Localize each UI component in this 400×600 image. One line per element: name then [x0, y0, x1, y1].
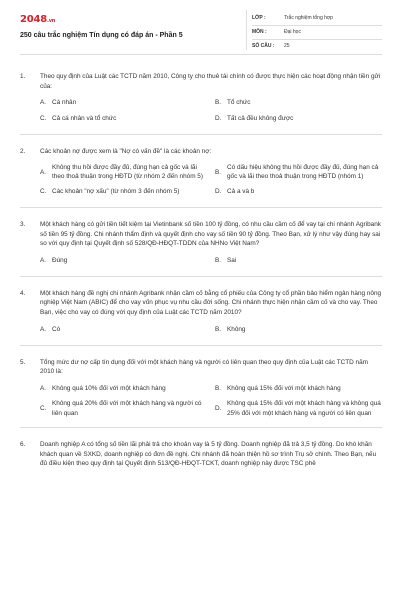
option-text: Tất cả đều không được: [227, 115, 294, 123]
option-a[interactable]: [40, 163, 207, 182]
question-text: Một khách hàng đề nghị chi nhánh Agribank nhận cầm cố bằng cổ phiếu của Công ty cổ phần bảo hiểm ngân hàng nông nghiệp Việt Nam (ABIC) để cho vay vốn phục vụ nhu cầu đời sống. Chi nhánh thực hiện nhận cầm cố và cho vay. Theo Bạn, việc cho vay có đúng với quy định của Luật các TCTD năm 2010?: [40, 289, 382, 317]
option-text: Không quá 20% đối với một khách hàng và người có liên quan: [52, 399, 202, 417]
question-4: [20, 289, 382, 336]
document-header: [0, 0, 400, 50]
meta-key: LỚP :: [252, 14, 266, 21]
question-5: [20, 358, 382, 418]
option-letter: C.: [40, 115, 47, 123]
meta-value: Đại học: [284, 28, 301, 35]
option-text: Sai: [227, 257, 237, 265]
meta-table: [252, 12, 382, 53]
question-number: 6.: [20, 441, 26, 449]
option-text: Đúng: [52, 257, 68, 265]
meta-row-subject: [252, 26, 382, 40]
header-divider: [20, 54, 382, 55]
option-letter: C.: [40, 188, 47, 196]
meta-value: 25: [284, 42, 290, 49]
question-text: Một khách hàng có gửi tiền tiết kiệm tại Vietinbank số tiền 100 tỷ đồng, có nhu cầu cầm cố để vay tại chi nhánh Agribank số tiền 95 tỷ đồng. Chi nhánh thẩm định và quyết định cho vay số tiền 90 tỷ đồng. Theo Bạn, xử lý như vậy đúng hay sai so với quy định tại Quyết định số 528/QĐ-HĐQT-TDDN của NHNo Việt Nam?: [40, 221, 381, 248]
option-text: Không quá 15% đối với một khách hàng: [227, 385, 341, 393]
option-c[interactable]: [40, 186, 207, 198]
option-c[interactable]: [40, 113, 207, 125]
option-text: Cá nhân: [52, 99, 77, 107]
option-c[interactable]: [40, 399, 207, 418]
option-letter: A.: [40, 325, 47, 333]
option-letter: B.: [215, 168, 222, 176]
option-letter: C.: [40, 404, 47, 412]
option-letter: A.: [40, 257, 47, 265]
meta-row-class: [252, 12, 382, 26]
meta-key: MÔN :: [252, 28, 267, 35]
option-a[interactable]: [40, 383, 207, 395]
option-letter: A.: [40, 99, 47, 107]
option-letter: A.: [40, 385, 47, 393]
question-3: [20, 220, 382, 267]
option-letter: D.: [215, 188, 222, 196]
question-number: 2.: [20, 148, 26, 156]
question-1: [20, 72, 382, 125]
option-letter: B.: [215, 257, 222, 265]
question-number: 5.: [20, 358, 26, 366]
option-a[interactable]: [40, 324, 207, 336]
question-6: [20, 440, 382, 469]
option-letter: D.: [215, 115, 222, 123]
option-text: Không: [227, 325, 246, 333]
question-divider: [20, 427, 382, 428]
question-text: Theo quy định của Luật các TCTD năm 2010, Công ty cho thuê tài chính có được thực hiện các hoạt động nhận tiền gửi của:: [40, 73, 381, 90]
option-letter: A.: [40, 168, 47, 176]
option-b[interactable]: [215, 97, 382, 109]
option-text: Không thu hồi được đầy đủ, đúng hạn cả gốc và lãi theo thoả thuận trong HĐTD (từ nhóm 2 đến nhóm 5): [52, 163, 203, 181]
option-text: Không quá 10% đối với một khách hàng: [52, 385, 166, 393]
option-a[interactable]: [40, 97, 207, 109]
document-title: 250 câu trắc nghiệm Tín dụng có đáp án - Phần 5: [20, 32, 183, 39]
meta-value: Trắc nghiệm tổng hợp: [284, 14, 333, 21]
question-list: [20, 72, 382, 469]
option-a[interactable]: [40, 255, 207, 267]
logo-main: 2048: [20, 14, 48, 25]
option-letter: B.: [215, 99, 222, 107]
question-number: 1.: [20, 73, 26, 80]
option-letter: B.: [215, 325, 222, 333]
site-logo[interactable]: [20, 12, 55, 27]
question-number: 3.: [20, 221, 26, 229]
option-b[interactable]: [215, 255, 382, 267]
option-text: Có: [52, 325, 61, 333]
question-2: [20, 147, 382, 198]
option-text: Cả cá nhân và tổ chức: [52, 115, 117, 123]
question-divider: [20, 207, 382, 208]
option-text: Cả a và b: [227, 188, 255, 196]
meta-row-count: [252, 40, 382, 53]
option-text: Tổ chức: [227, 99, 251, 107]
logo-suffix: .vn: [47, 18, 56, 24]
option-b[interactable]: [215, 324, 382, 336]
question-divider: [20, 345, 382, 346]
question-divider: [20, 134, 382, 135]
option-letter: B.: [215, 385, 222, 393]
option-d[interactable]: [215, 399, 382, 418]
question-divider: [20, 276, 382, 277]
question-text: Các khoản nợ được xem là "Nợ có vấn đề" là các khoản nợ:: [40, 148, 212, 156]
option-text: Không quá 15% đối với một khách hàng và không quá 25% đối với một khách hàng và người có liên quan: [227, 399, 381, 417]
question-text: Doanh nghiệp A có tổng số tiền lãi phải trả cho khoản vay là 5 tỷ đồng. Doanh nghiệp đã trả 3,5 tỷ đồng. Do khó khăn khách quan về SXKD, doanh nghiệp có đơn đề nghị. Chi nhánh đã hoàn thiện hồ sơ trình Trụ sở chính. Theo Bạn, nếu đủ điều kiện theo quy định tại Quyết định 513/QĐ-HĐQT-TCKT, doanh nghiệp này được TSC phê: [40, 441, 377, 468]
meta-key: SỐ CÂU :: [252, 42, 275, 49]
question-text: Tổng mức dư nợ cấp tín dụng đối với một khách hàng và người có liên quan theo quy định của Luật các TCTD năm 2010 là:: [40, 358, 368, 376]
option-letter: D.: [215, 404, 222, 412]
option-d[interactable]: [215, 186, 382, 198]
option-d[interactable]: [215, 113, 382, 125]
meta-separator: [246, 10, 247, 50]
option-text: Có dấu hiệu không thu hồi được đầy đủ, đúng hạn cả gốc và lãi theo thoả thuận trong HĐTD (nhóm 1): [227, 163, 379, 181]
question-number: 4.: [20, 289, 26, 297]
option-text: Các khoản "nợ xấu" (từ nhóm 3 đến nhóm 5): [52, 188, 180, 196]
option-b[interactable]: [215, 163, 382, 182]
option-b[interactable]: [215, 383, 382, 395]
